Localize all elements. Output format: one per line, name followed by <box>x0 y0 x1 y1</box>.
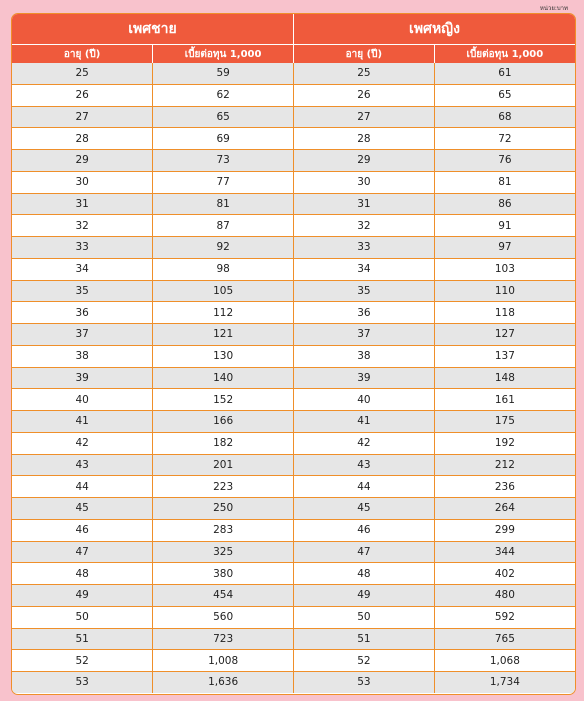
female-premium-cell: 175 <box>434 411 575 433</box>
unit-note: หน่วย:บาท <box>539 5 568 12</box>
female-age-cell: 52 <box>294 650 435 672</box>
female-premium-cell: 118 <box>434 302 575 324</box>
table-row <box>12 454 575 476</box>
female-premium-cell: 148 <box>434 367 575 389</box>
table-row <box>12 258 575 280</box>
male-age-cell: 51 <box>12 628 153 650</box>
male-premium-cell: 59 <box>153 63 294 84</box>
male-premium-cell: 1,008 <box>153 650 294 672</box>
male-premium-cell: 223 <box>153 476 294 498</box>
table-row <box>12 193 575 215</box>
male-age-cell: 35 <box>12 280 153 302</box>
male-age-cell: 32 <box>12 215 153 237</box>
female-premium-cell: 1,068 <box>434 650 575 672</box>
female-age-cell: 36 <box>294 302 435 324</box>
table-row <box>12 106 575 128</box>
male-age-cell: 42 <box>12 432 153 454</box>
male-age-cell: 34 <box>12 258 153 280</box>
male-age-cell: 46 <box>12 519 153 541</box>
male-premium-cell: 77 <box>153 171 294 193</box>
female-premium-cell: 161 <box>434 389 575 411</box>
female-age-cell: 26 <box>294 84 435 106</box>
female-age-cell: 38 <box>294 345 435 367</box>
female-age-cell: 47 <box>294 541 435 563</box>
female-premium-cell: 236 <box>434 476 575 498</box>
male-premium-cell: 380 <box>153 563 294 585</box>
male-age-cell: 39 <box>12 367 153 389</box>
table-row <box>12 432 575 454</box>
male-premium-cell: 1,636 <box>153 672 294 693</box>
male-age-cell: 45 <box>12 498 153 520</box>
male-premium-cell: 130 <box>153 345 294 367</box>
male-premium-cell: 325 <box>153 541 294 563</box>
male-age-cell: 30 <box>12 171 153 193</box>
male-age-cell: 53 <box>12 672 153 693</box>
male-premium-cell: 69 <box>153 128 294 150</box>
table-row <box>12 324 575 346</box>
male-age-cell: 25 <box>12 63 153 84</box>
table-row <box>12 128 575 150</box>
female-age-cell: 37 <box>294 324 435 346</box>
female-age-header: อายุ (ปี) <box>294 45 435 64</box>
table-row <box>12 411 575 433</box>
male-age-cell: 41 <box>12 411 153 433</box>
female-age-cell: 53 <box>294 672 435 693</box>
male-age-cell: 26 <box>12 84 153 106</box>
male-premium-header: เบี้ยต่อทุน 1,000 <box>153 45 294 64</box>
female-premium-cell: 61 <box>434 63 575 84</box>
male-age-cell: 29 <box>12 150 153 172</box>
male-age-header: อายุ (ปี) <box>12 45 153 64</box>
female-premium-cell: 212 <box>434 454 575 476</box>
table-row <box>12 519 575 541</box>
table-row <box>12 215 575 237</box>
column-header-row <box>12 45 575 64</box>
male-age-cell: 31 <box>12 193 153 215</box>
female-age-cell: 48 <box>294 563 435 585</box>
female-age-cell: 35 <box>294 280 435 302</box>
female-premium-cell: 110 <box>434 280 575 302</box>
male-group-header: เพศชาย <box>12 14 294 45</box>
female-premium-cell: 97 <box>434 237 575 259</box>
male-age-cell: 47 <box>12 541 153 563</box>
female-age-cell: 32 <box>294 215 435 237</box>
female-age-cell: 46 <box>294 519 435 541</box>
female-age-cell: 43 <box>294 454 435 476</box>
female-age-cell: 27 <box>294 106 435 128</box>
male-premium-cell: 166 <box>153 411 294 433</box>
female-premium-cell: 1,734 <box>434 672 575 693</box>
male-age-cell: 48 <box>12 563 153 585</box>
premium-table <box>12 14 575 693</box>
table-row <box>12 367 575 389</box>
female-premium-cell: 81 <box>434 171 575 193</box>
table-row <box>12 628 575 650</box>
male-premium-cell: 723 <box>153 628 294 650</box>
table-row <box>12 476 575 498</box>
female-age-cell: 31 <box>294 193 435 215</box>
table-row <box>12 498 575 520</box>
female-age-cell: 30 <box>294 171 435 193</box>
male-premium-cell: 98 <box>153 258 294 280</box>
male-age-cell: 27 <box>12 106 153 128</box>
table-row <box>12 171 575 193</box>
female-age-cell: 42 <box>294 432 435 454</box>
table-row <box>12 389 575 411</box>
premium-table-panel <box>11 13 576 695</box>
table-row <box>12 63 575 84</box>
table-row <box>12 302 575 324</box>
female-premium-cell: 86 <box>434 193 575 215</box>
male-premium-cell: 182 <box>153 432 294 454</box>
female-premium-cell: 592 <box>434 606 575 628</box>
table-row <box>12 237 575 259</box>
female-age-cell: 50 <box>294 606 435 628</box>
female-age-cell: 33 <box>294 237 435 259</box>
female-premium-cell: 76 <box>434 150 575 172</box>
female-age-cell: 39 <box>294 367 435 389</box>
female-premium-cell: 72 <box>434 128 575 150</box>
female-age-cell: 49 <box>294 585 435 607</box>
male-premium-cell: 250 <box>153 498 294 520</box>
table-body <box>12 63 575 693</box>
male-premium-cell: 560 <box>153 606 294 628</box>
female-age-cell: 34 <box>294 258 435 280</box>
male-age-cell: 52 <box>12 650 153 672</box>
female-premium-header: เบี้ยต่อทุน 1,000 <box>434 45 575 64</box>
female-premium-cell: 264 <box>434 498 575 520</box>
male-premium-cell: 65 <box>153 106 294 128</box>
table-row <box>12 150 575 172</box>
male-premium-cell: 283 <box>153 519 294 541</box>
female-premium-cell: 299 <box>434 519 575 541</box>
female-age-cell: 40 <box>294 389 435 411</box>
male-age-cell: 49 <box>12 585 153 607</box>
male-age-cell: 28 <box>12 128 153 150</box>
table-row <box>12 672 575 693</box>
male-age-cell: 40 <box>12 389 153 411</box>
table-row <box>12 541 575 563</box>
female-premium-cell: 127 <box>434 324 575 346</box>
female-premium-cell: 91 <box>434 215 575 237</box>
female-premium-cell: 480 <box>434 585 575 607</box>
male-age-cell: 33 <box>12 237 153 259</box>
female-age-cell: 51 <box>294 628 435 650</box>
table-row <box>12 606 575 628</box>
male-age-cell: 44 <box>12 476 153 498</box>
male-premium-cell: 87 <box>153 215 294 237</box>
female-premium-cell: 137 <box>434 345 575 367</box>
male-premium-cell: 121 <box>153 324 294 346</box>
female-premium-cell: 103 <box>434 258 575 280</box>
male-premium-cell: 92 <box>153 237 294 259</box>
female-age-cell: 29 <box>294 150 435 172</box>
table-row <box>12 84 575 106</box>
group-header-row <box>12 14 575 45</box>
female-age-cell: 44 <box>294 476 435 498</box>
male-age-cell: 37 <box>12 324 153 346</box>
female-age-cell: 25 <box>294 63 435 84</box>
male-premium-cell: 81 <box>153 193 294 215</box>
female-age-cell: 41 <box>294 411 435 433</box>
male-premium-cell: 201 <box>153 454 294 476</box>
male-premium-cell: 112 <box>153 302 294 324</box>
female-age-cell: 28 <box>294 128 435 150</box>
male-age-cell: 50 <box>12 606 153 628</box>
male-age-cell: 38 <box>12 345 153 367</box>
male-premium-cell: 454 <box>153 585 294 607</box>
male-premium-cell: 105 <box>153 280 294 302</box>
female-group-header: เพศหญิง <box>294 14 576 45</box>
female-age-cell: 45 <box>294 498 435 520</box>
female-premium-cell: 192 <box>434 432 575 454</box>
male-premium-cell: 73 <box>153 150 294 172</box>
table-row <box>12 650 575 672</box>
female-premium-cell: 68 <box>434 106 575 128</box>
female-premium-cell: 65 <box>434 84 575 106</box>
male-age-cell: 43 <box>12 454 153 476</box>
table-row <box>12 585 575 607</box>
male-age-cell: 36 <box>12 302 153 324</box>
male-premium-cell: 62 <box>153 84 294 106</box>
female-premium-cell: 344 <box>434 541 575 563</box>
male-premium-cell: 152 <box>153 389 294 411</box>
table-row <box>12 345 575 367</box>
female-premium-cell: 402 <box>434 563 575 585</box>
table-row <box>12 563 575 585</box>
male-premium-cell: 140 <box>153 367 294 389</box>
table-row <box>12 280 575 302</box>
female-premium-cell: 765 <box>434 628 575 650</box>
